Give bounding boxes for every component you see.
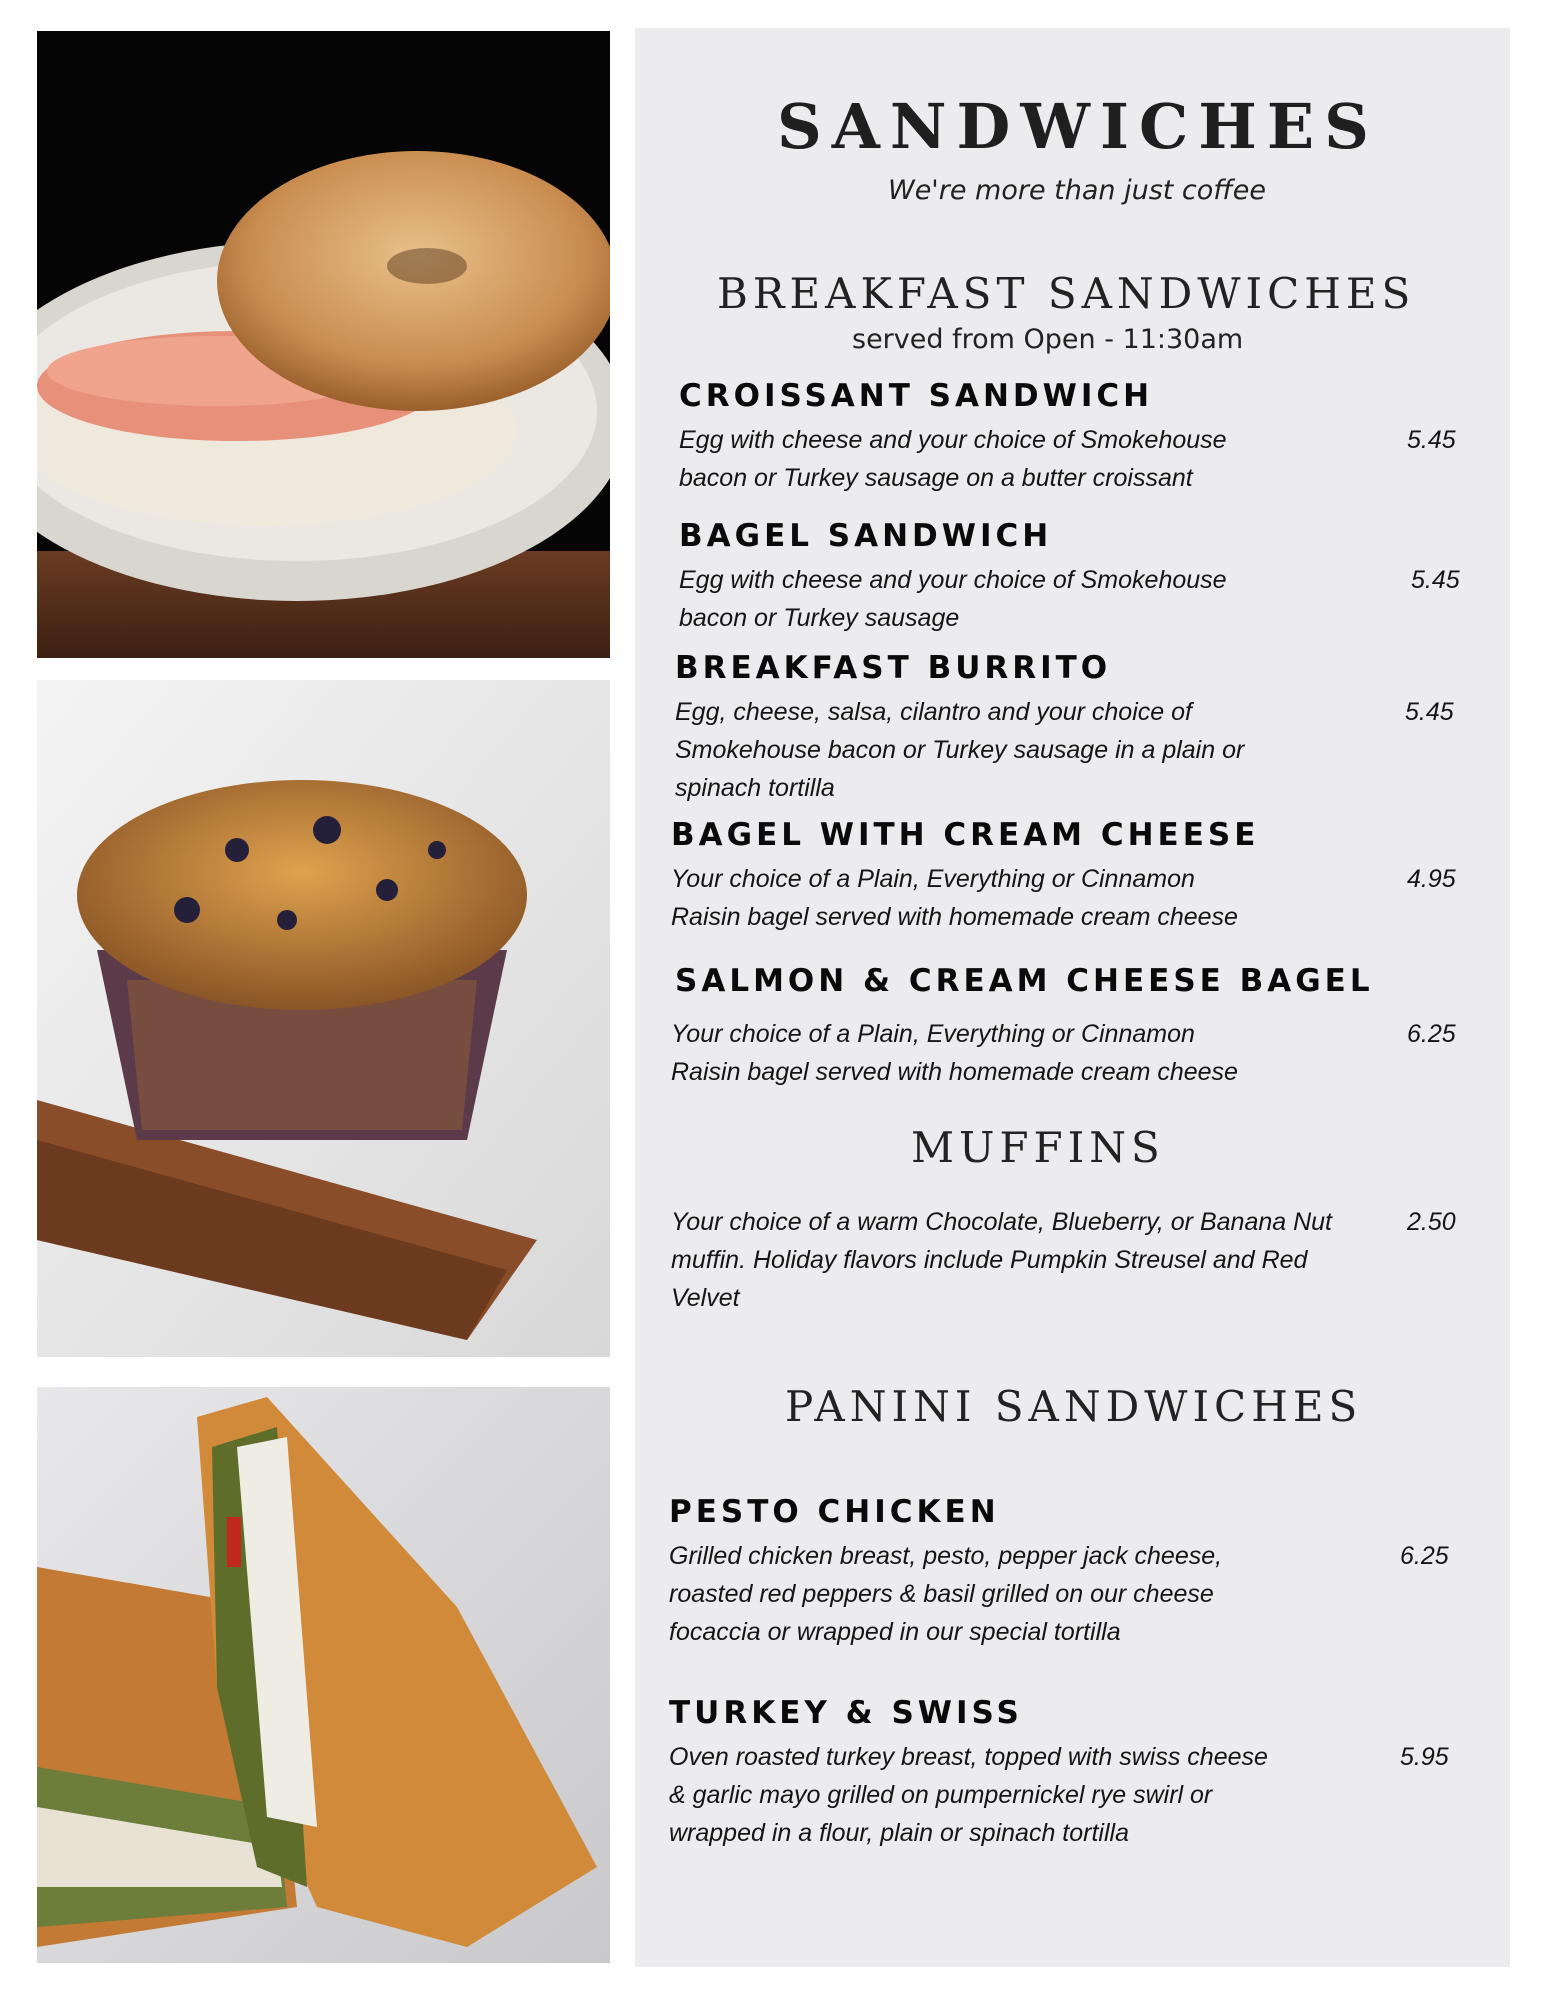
item-price-pesto-chicken: 6.25 <box>1400 1542 1449 1570</box>
item-desc-bagel-cream-cheese: Your choice of a Plain, Everything or Cinnamon Raisin bagel served with homemade cream cheese <box>671 865 1238 931</box>
item-desc-croissant: Egg with cheese and your choice of Smokehouse bacon or Turkey sausage on a butter croissant <box>679 426 1227 492</box>
item-price-bagel-sandwich: 5.45 <box>1411 566 1460 594</box>
item-name-breakfast-burrito: BREAKFAST BURRITO <box>675 650 1112 686</box>
menu-title: SANDWICHES <box>777 90 1379 163</box>
item-price-turkey-swiss: 5.95 <box>1400 1743 1449 1771</box>
item-name-bagel-cream-cheese: BAGEL WITH CREAM CHEESE <box>671 817 1260 853</box>
item-price-salmon-bagel: 6.25 <box>1407 1020 1456 1048</box>
item-price-breakfast-burrito: 5.45 <box>1405 698 1454 726</box>
menu-tagline: We're more than just coffee <box>888 175 1266 206</box>
item-price-muffins: 2.50 <box>1407 1208 1456 1236</box>
breakfast-served-hours: served from Open - 11:30am <box>852 324 1244 355</box>
panini-heading: PANINI SANDWICHES <box>785 1382 1363 1431</box>
muffins-heading: MUFFINS <box>911 1123 1165 1172</box>
item-name-croissant: CROISSANT SANDWICH <box>679 378 1154 414</box>
item-price-bagel-cream-cheese: 4.95 <box>1407 865 1456 893</box>
item-name-pesto-chicken: PESTO CHICKEN <box>669 1494 1000 1530</box>
item-price-croissant: 5.45 <box>1407 426 1456 454</box>
item-desc-muffins: Your choice of a warm Chocolate, Blueberry, or Banana Nut muffin. Holiday flavors include Pumpkin Streusel and Red Velvet <box>671 1208 1332 1312</box>
item-name-bagel-sandwich: BAGEL SANDWICH <box>679 518 1053 554</box>
item-desc-salmon-bagel: Your choice of a Plain, Everything or Cinnamon Raisin bagel served with homemade cream cheese <box>671 1020 1238 1086</box>
bagel-salmon-photo <box>37 31 610 658</box>
item-desc-breakfast-burrito: Egg, cheese, salsa, cilantro and your choice of Smokehouse bacon or Turkey sausage in a plain or spinach tortilla <box>675 698 1245 802</box>
item-desc-bagel-sandwich: Egg with cheese and your choice of Smokehouse bacon or Turkey sausage <box>679 566 1227 632</box>
menu-panel <box>635 28 1510 1967</box>
item-name-turkey-swiss: TURKEY & SWISS <box>669 1695 1023 1731</box>
item-name-salmon-bagel: SALMON & CREAM CHEESE BAGEL <box>675 963 1374 999</box>
breakfast-heading: BREAKFAST SANDWICHES <box>717 269 1416 318</box>
panini-photo <box>37 1387 610 1963</box>
blueberry-muffin-photo <box>37 680 610 1357</box>
item-desc-turkey-swiss: Oven roasted turkey breast, topped with swiss cheese & garlic mayo grilled on pumpernickel rye swirl or wrapped in a flour, plain or spinach tortilla <box>669 1743 1268 1847</box>
item-desc-pesto-chicken: Grilled chicken breast, pesto, pepper jack cheese, roasted red peppers & basil grilled on our cheese focaccia or wrapped in our special tortilla <box>669 1542 1223 1646</box>
